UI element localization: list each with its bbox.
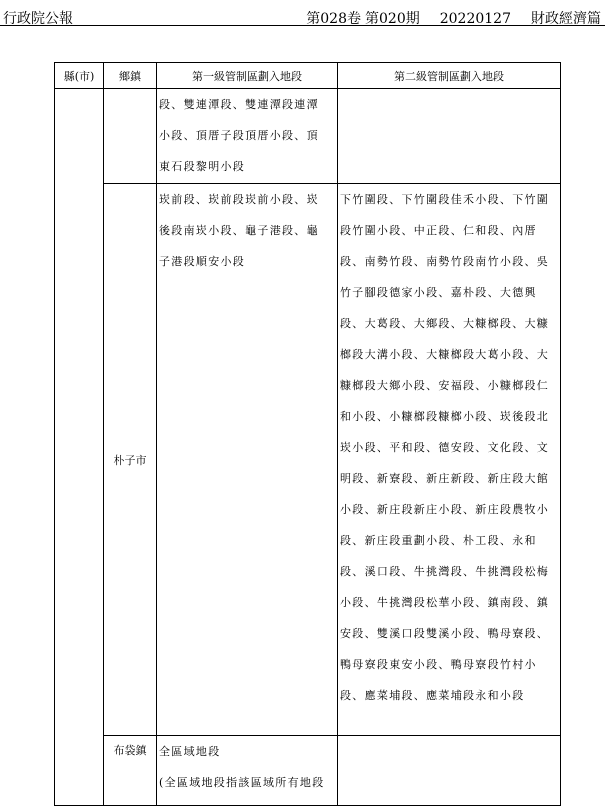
col-header-county: 縣(市) — [55, 63, 104, 89]
date-label: 20220127 — [439, 11, 511, 27]
table-row — [55, 184, 561, 736]
text-line: 段、南勢竹段、南勢竹段南竹小段、吳 — [340, 255, 550, 268]
text-line: 小段、頂厝子段頂厝小段、頂 — [159, 129, 319, 142]
text-line: 段、溪口段、牛挑灣段、牛挑灣段松梅 — [340, 565, 550, 578]
text-line: 段、新庄段重劃小段、朴工段、永和 — [340, 534, 537, 547]
text-line: 和小段、小糠榔段糠榔小段、崁後段北 — [340, 410, 550, 423]
text-line: 段竹圍小段、中正段、仁和段、內厝 — [340, 224, 537, 237]
level1-cell — [157, 736, 338, 806]
text-line: 段、雙連潭段、雙連潭段連潭 — [159, 98, 319, 111]
text-line: 崁小段、平和段、德安段、文化段、文 — [340, 441, 550, 454]
issue-label: 第020期 — [365, 11, 420, 27]
level2-cell — [338, 184, 561, 736]
text-line: 東石段黎明小段 — [159, 160, 246, 173]
header-rule — [0, 25, 605, 26]
text-line: 後段南崁小段、龜子港段、龜 — [159, 224, 319, 237]
col-header-level1: 第一級管制區劃入地段 — [157, 63, 338, 89]
text-line: 下竹圍段、下竹圍段佳禾小段、下竹圍 — [340, 193, 550, 206]
publication-title: 行政院公報 — [3, 11, 73, 27]
county-cell — [55, 89, 104, 806]
text-line: 鴨母寮段東安小段、鴨母寮段竹村小 — [340, 658, 537, 671]
text-line: 崁前段、崁前段崁前小段、崁 — [159, 193, 319, 206]
volume-label: 第028卷 — [306, 11, 361, 27]
township-cell — [104, 89, 157, 184]
text-line: 糠榔段大鄉小段、安福段、小糠榔段仁 — [340, 379, 550, 392]
col-header-level2: 第二級管制區劃入地段 — [338, 63, 561, 89]
section-label: 財政經濟篇 — [531, 11, 601, 27]
text-line: 明段、新寮段、新庄新段、新庄段大館 — [340, 472, 550, 485]
township-cell — [104, 184, 157, 736]
township-name: 朴子市 — [113, 453, 147, 467]
level2-lines — [338, 184, 560, 711]
text-line: 竹子腳段德家小段、嘉朴段、大德興 — [340, 286, 537, 299]
text-line: (全區域地段指該區域所有地段 — [159, 776, 325, 789]
text-line: 榔段大溝小段、大糠榔段大葛小段、大 — [340, 348, 550, 361]
level1-lines — [157, 89, 337, 182]
township-name: 布袋鎮 — [113, 744, 147, 757]
level1-cell — [157, 89, 338, 184]
level2-cell — [338, 89, 561, 184]
table-header-row — [55, 63, 561, 89]
level1-lines — [157, 184, 337, 277]
table-row — [55, 736, 561, 806]
text-line: 安段、雙溪口段雙溪小段、鴨母寮段、 — [340, 627, 550, 640]
text-line: 小段、牛挑灣段松華小段、鎮南段、鎮 — [340, 596, 550, 609]
text-line: 段、應菜埔段、應菜埔段永和小段 — [340, 689, 525, 702]
township-cell — [104, 736, 157, 806]
text-line: 子港段順安小段 — [159, 255, 246, 268]
page-header — [0, 0, 605, 26]
col-header-township: 鄉鎮 — [104, 63, 157, 89]
level1-lines — [157, 736, 337, 798]
land-section-table — [54, 62, 561, 806]
level1-cell — [157, 184, 338, 736]
text-line: 小段、新庄段新庄小段、新庄段農牧小 — [340, 503, 550, 516]
text-line: 段、大葛段、大鄉段、大糠榔段、大糠 — [340, 317, 550, 330]
level2-cell — [338, 736, 561, 806]
text-line: 全區域地段 — [159, 745, 221, 758]
table-row — [55, 89, 561, 184]
